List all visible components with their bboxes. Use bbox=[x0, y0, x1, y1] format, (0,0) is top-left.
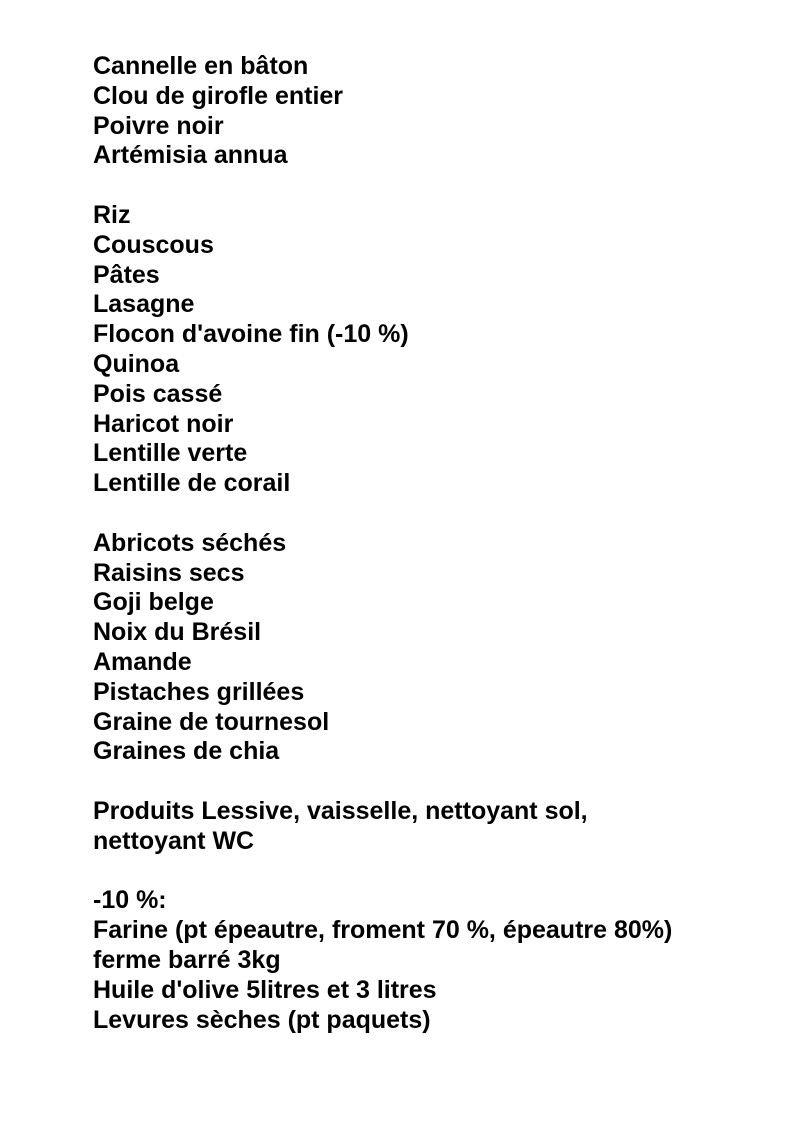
shopping-list-document bbox=[93, 52, 753, 1065]
list-item: Artémisia annua bbox=[93, 141, 288, 170]
list-item: Abricots séchés bbox=[93, 528, 287, 557]
list-item: Lentille de corail bbox=[93, 469, 291, 498]
list-item: Produits Lessive, vaisselle, nettoyant sol, bbox=[93, 796, 588, 825]
list-item: Graines de chia bbox=[93, 737, 280, 766]
list-item: Couscous bbox=[93, 230, 214, 259]
list-item: Clou de girofle entier bbox=[93, 81, 344, 110]
section-heading: -10 %: bbox=[93, 886, 167, 915]
list-item: Pistaches grillées bbox=[93, 677, 305, 706]
list-item: Poivre noir bbox=[93, 111, 224, 140]
list-item: Lasagne bbox=[93, 290, 195, 319]
spices-section bbox=[93, 52, 753, 171]
discount-section bbox=[93, 886, 753, 1035]
list-item: Riz bbox=[93, 200, 131, 229]
cleaning-section bbox=[93, 797, 753, 857]
list-item: Pois cassé bbox=[93, 379, 223, 408]
list-item: Raisins secs bbox=[93, 558, 245, 587]
list-item: Levures sèches (pt paquets) bbox=[93, 1005, 431, 1034]
list-item: Goji belge bbox=[93, 588, 214, 617]
list-item: nettoyant WC bbox=[93, 826, 255, 855]
list-item: Pâtes bbox=[93, 260, 160, 289]
list-item: Graine de tournesol bbox=[93, 707, 330, 736]
list-item: Cannelle en bâton bbox=[93, 52, 309, 80]
list-item: Noix du Brésil bbox=[93, 618, 262, 647]
list-item: Quinoa bbox=[93, 349, 180, 378]
list-item: Flocon d'avoine fin (-10 %) bbox=[93, 320, 409, 349]
dried-fruits-nuts-section bbox=[93, 529, 753, 767]
list-item: Huile d'olive 5litres et 3 litres bbox=[93, 975, 437, 1004]
grains-section bbox=[93, 201, 753, 499]
list-item: Farine (pt épeautre, froment 70 %, épeautre 80%) bbox=[93, 916, 673, 945]
list-item: Haricot noir bbox=[93, 409, 234, 438]
list-item: Lentille verte bbox=[93, 439, 248, 468]
list-item: Amande bbox=[93, 647, 192, 676]
list-item: ferme barré 3kg bbox=[93, 945, 281, 974]
